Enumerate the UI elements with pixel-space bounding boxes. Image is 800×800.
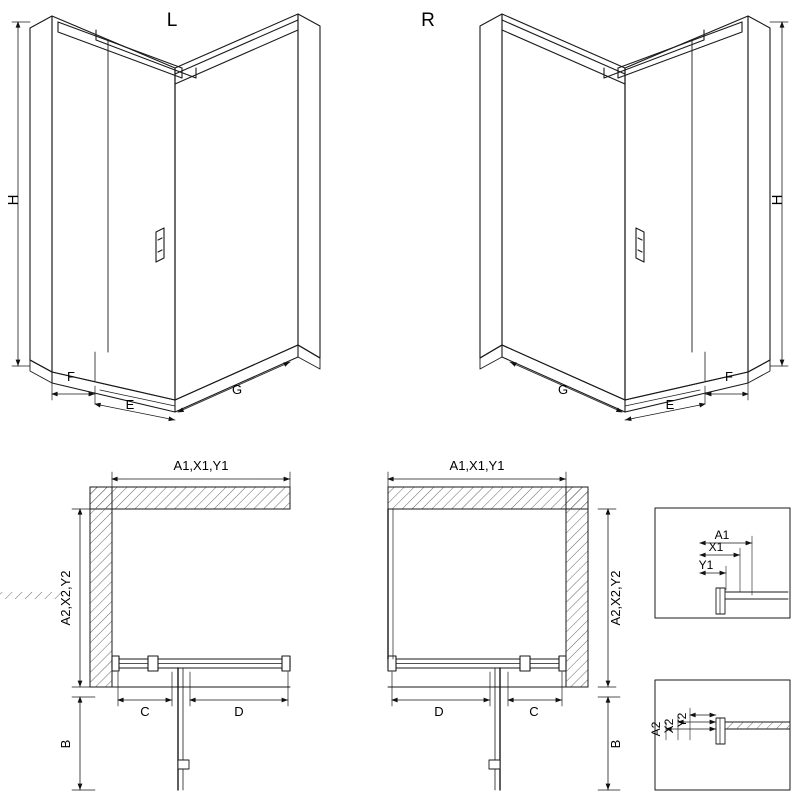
detail-top-label-x1: X1 <box>708 540 724 554</box>
iso-right-label-f: F <box>725 369 733 384</box>
detail-view-top <box>0 508 790 618</box>
iso-view-right <box>480 14 788 420</box>
plan-left-dim-c-label: C <box>140 704 150 719</box>
plan-left-dim-d-label: D <box>234 704 244 719</box>
iso-left-label-f: F <box>67 369 75 384</box>
plan-right-swing-dim-label: B <box>608 739 623 749</box>
iso-right-height-label: H <box>769 194 786 206</box>
plan-right-side-dim-label: A2,X2,Y2 <box>608 570 623 626</box>
detail-bottom-label-x2: X2 <box>662 718 676 734</box>
detail-top-label-y1: Y1 <box>698 558 714 572</box>
plan-right-dim-d-label: D <box>434 704 444 719</box>
plan-left-swing-dim-label: B <box>58 739 73 749</box>
detail-view-bottom <box>655 680 790 790</box>
plan-right-top-dim-label: A1,X1,Y1 <box>449 458 505 473</box>
iso-left-label-e: E <box>125 397 135 412</box>
iso-right-label-e: E <box>665 397 675 412</box>
iso-right-handing-label: R <box>421 10 435 31</box>
detail-top-label-a1: A1 <box>714 528 730 542</box>
plan-right-dim-c-label: C <box>529 704 539 719</box>
iso-view-left <box>12 14 320 420</box>
plan-view-right <box>388 472 620 790</box>
plan-view-left <box>72 472 290 790</box>
detail-bottom-label-a2: A2 <box>649 721 663 737</box>
iso-left-handing-label: L <box>166 10 178 31</box>
iso-right-label-g: G <box>557 382 569 397</box>
plan-left-side-dim-label: A2,X2,Y2 <box>58 570 73 626</box>
plan-left-top-dim-label: A1,X1,Y1 <box>173 458 229 473</box>
iso-left-height-label: H <box>5 194 22 206</box>
detail-bottom-label-y2: Y2 <box>675 712 689 728</box>
iso-left-label-g: G <box>231 382 243 397</box>
